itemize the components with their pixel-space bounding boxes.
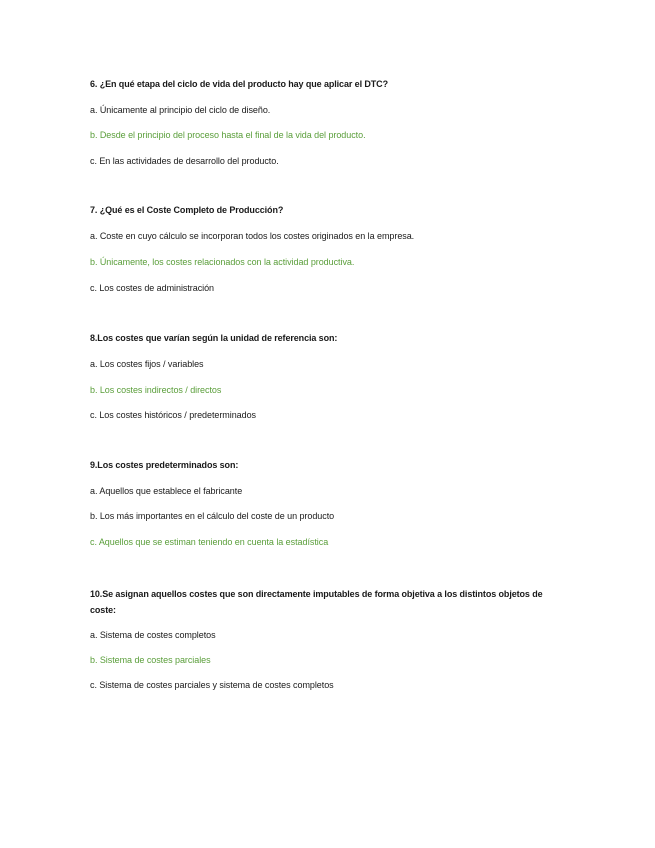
question-9-option-c-correct: c. Aquellos que se estiman teniendo en cuenta la estadística bbox=[90, 537, 329, 547]
question-9-option-a: a. Aquellos que establece el fabricante bbox=[90, 486, 243, 496]
question-8: 8.Los costes que varían según la unidad de referencia son: bbox=[90, 333, 338, 343]
question-7-option-a: a. Coste en cuyo cálculo se incorporan todos los costes originados en la empresa. bbox=[90, 231, 415, 241]
question-8-option-b-correct: b. Los costes indirectos / directos bbox=[90, 385, 222, 395]
question-7-option-c: c. Los costes de administración bbox=[90, 283, 215, 293]
question-6-option-c: c. En las actividades de desarrollo del producto. bbox=[90, 156, 279, 166]
question-10-option-c: c. Sistema de costes parciales y sistema de costes completos bbox=[90, 680, 334, 690]
question-7: 7. ¿Qué es el Coste Completo de Producción? bbox=[90, 205, 284, 215]
question-6-option-a: a. Únicamente al principio del ciclo de diseño. bbox=[90, 105, 271, 115]
question-10-option-a: a. Sistema de costes completos bbox=[90, 630, 216, 640]
question-10: 10.Se asignan aquellos costes que son directamente imputables de forma objetiva a los distintos objetos de coste: bbox=[90, 589, 543, 615]
question-10-option-b-correct: b. Sistema de costes parciales bbox=[90, 655, 211, 665]
question-8-option-a: a. Los costes fijos / variables bbox=[90, 359, 204, 369]
question-7-option-b-correct: b. Únicamente, los costes relacionados con la actividad productiva. bbox=[90, 257, 355, 267]
question-6: 6. ¿En qué etapa del ciclo de vida del producto hay que aplicar el DTC? bbox=[90, 79, 388, 89]
question-9: 9.Los costes predeterminados son: bbox=[90, 460, 239, 470]
question-6-option-b-correct: b. Desde el principio del proceso hasta el final de la vida del producto. bbox=[90, 130, 366, 140]
question-8-option-c: c. Los costes históricos / predeterminados bbox=[90, 410, 256, 420]
question-9-option-b: b. Los más importantes en el cálculo del coste de un producto bbox=[90, 511, 335, 521]
